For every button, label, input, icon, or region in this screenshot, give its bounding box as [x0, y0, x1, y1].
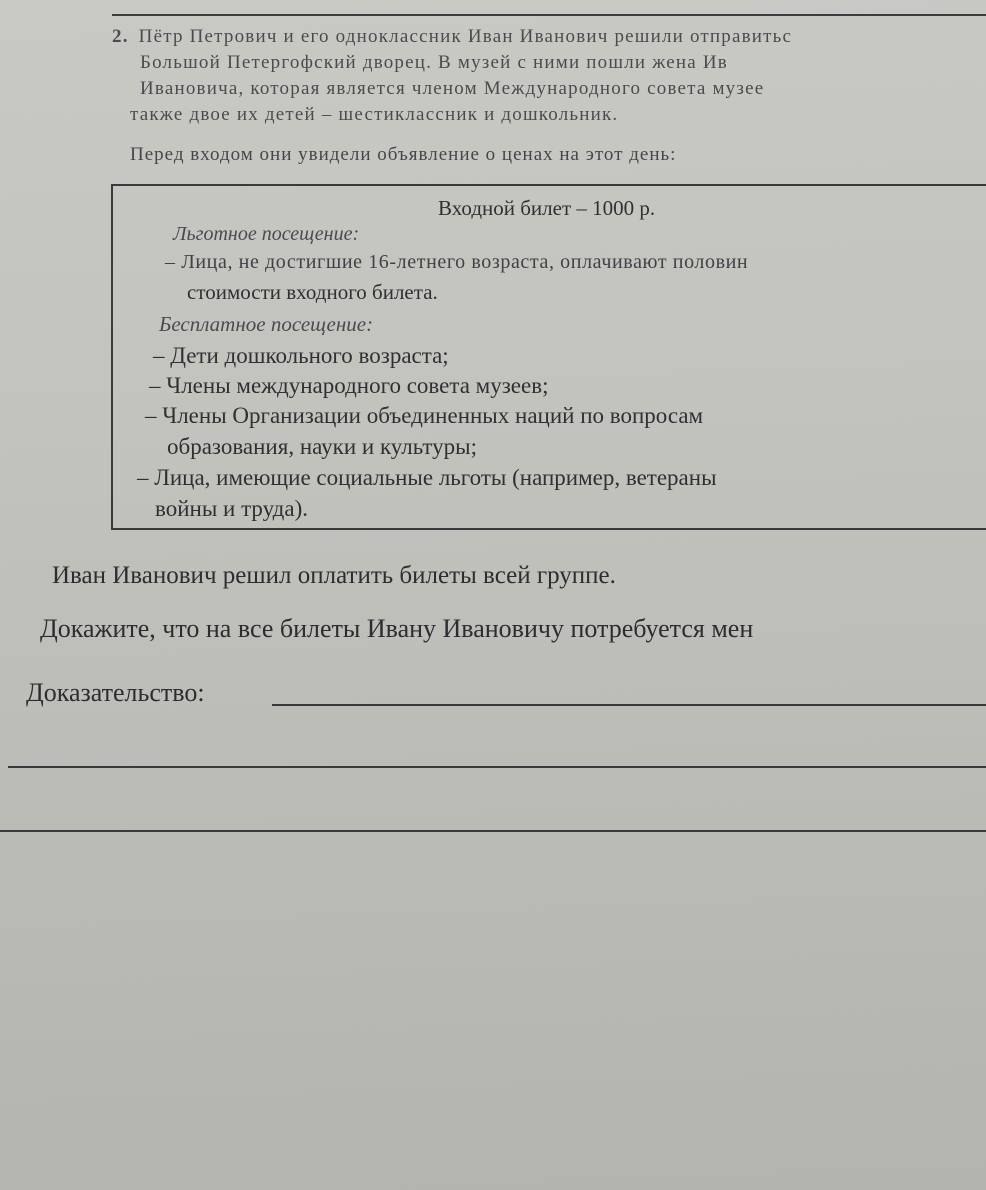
prove-statement: Докажите, что на все билеты Ивану Ивановичу потребуется мен	[40, 614, 754, 643]
free-item-1: – Дети дошкольного возраста;	[153, 343, 449, 368]
intro-line-4: также двое их детей – шестиклассник и дошкольник.	[130, 104, 619, 125]
free-item-5: – Лица, имеющие социальные льготы (например, ветераны	[137, 465, 717, 490]
intro-line-1: 2. Пётр Петрович и его одноклассник Иван Иванович решили отправитьс	[112, 26, 793, 47]
free-item-2: – Члены международного совета музеев;	[149, 373, 549, 398]
payment-statement: Иван Иванович решил оплатить билеты всей группе.	[52, 562, 616, 589]
intro-line-3: Ивановича, которая является членом Международного совета музее	[140, 78, 765, 99]
answer-line-2	[8, 766, 986, 768]
discount-item-1: – Лица, не достигшие 16-летнего возраста, оплачивают половин	[165, 251, 749, 273]
free-heading: Бесплатное посещение:	[159, 312, 374, 336]
free-item-3: – Члены Организации объединенных наций по вопросам	[145, 403, 704, 428]
proof-answer-line	[272, 704, 986, 706]
notice-lead: Перед входом они увидели объявление о ценах на этот день:	[130, 144, 677, 165]
task-intro	[112, 24, 986, 128]
price-notice-box	[111, 184, 986, 530]
discount-heading: Льготное посещение:	[173, 223, 360, 245]
task-number: 2.	[112, 26, 129, 47]
top-divider	[112, 14, 986, 16]
proof-label: Доказательство:	[26, 678, 205, 707]
free-item-4: образования, науки и культуры;	[167, 434, 477, 459]
free-item-6: войны и труда).	[155, 496, 308, 521]
intro-line-2: Большой Петергофский дворец. В музей с ними пошли жена Ив	[140, 52, 728, 73]
discount-item-2: стоимости входного билета.	[187, 280, 438, 304]
ticket-price: Входной билет – 1000 р.	[438, 196, 656, 220]
answer-line-3	[0, 830, 986, 832]
